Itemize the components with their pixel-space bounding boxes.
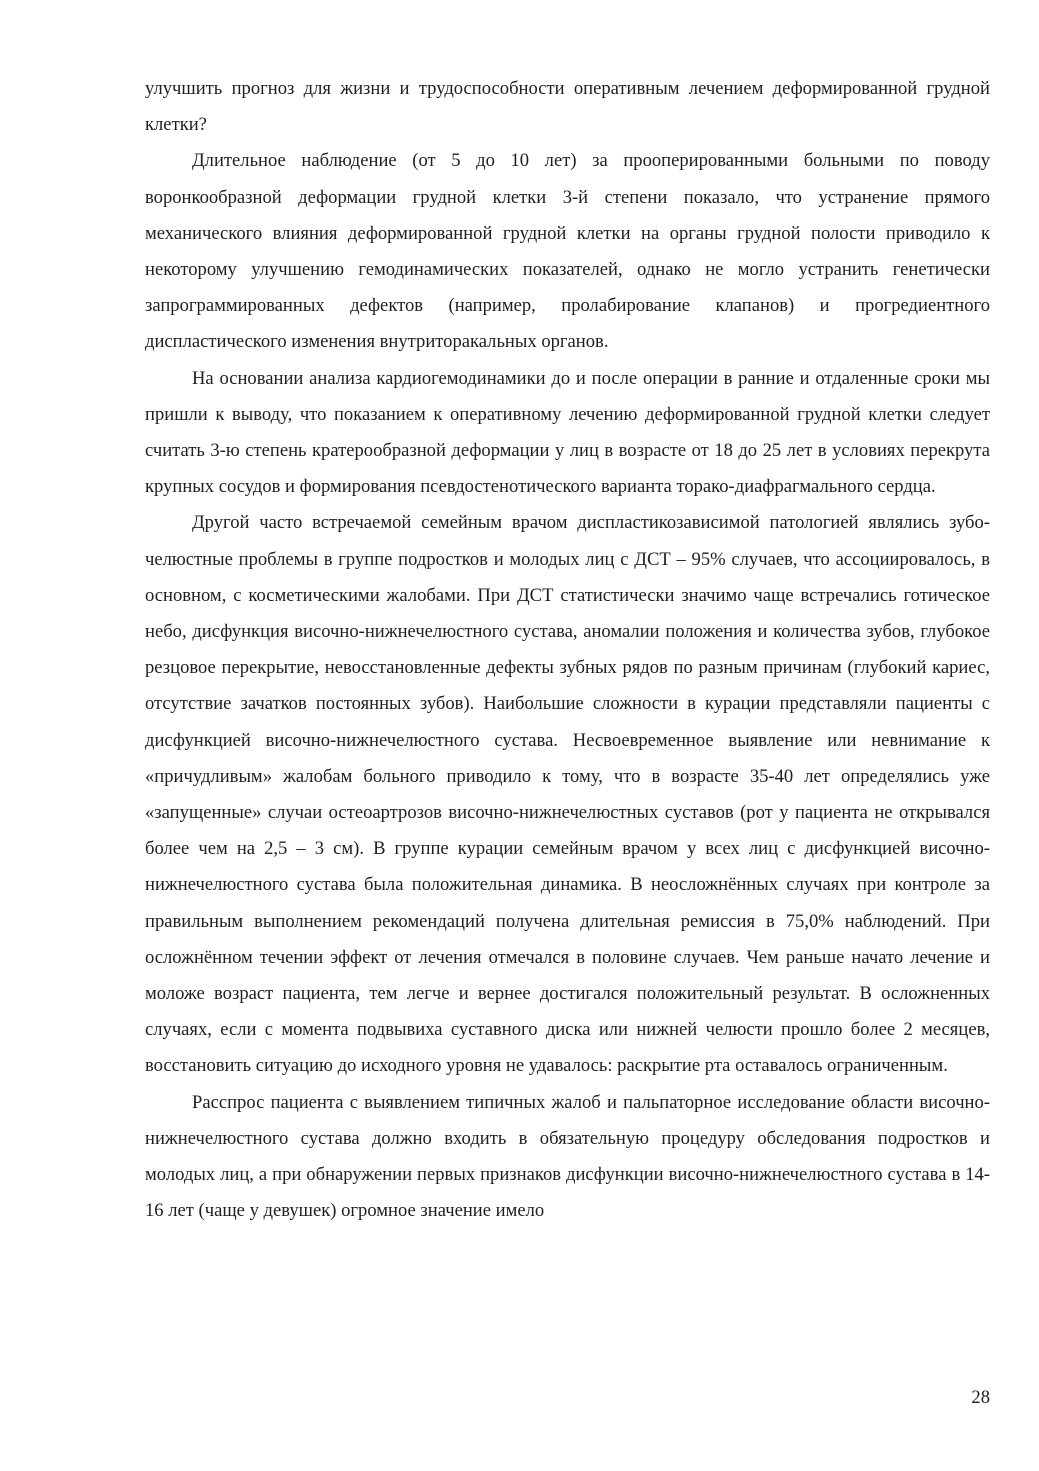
- page-number: 28: [971, 1387, 990, 1408]
- body-text: [145, 71, 990, 1230]
- paragraph-dental-pathology: Другой часто встречаемой семейным врачом диспластикозависимой патологией являлись зубо-челюстные проблемы в группе подростков и молодых лиц с ДСТ – 95% случаев, что ассоциировалось, в основном, с косметическими жалобами. При ДСТ статистически значимо чаще встречались готическое небо, дисфункция височно-нижнечелюстного сустава, аномалии положения и количества зубов, глубокое резцовое перекрытие, невосстановленные дефекты зубных рядов по разным причинам (глубокий кариес, отсутствие зачатков постоянных зубов). Наибольшие сложности в курации представляли пациенты с дисфункцией височно-нижнечелюстного сустава. Несвоевременное выявление или невнимание к «причудливым» жалобам больного приводило к тому, что в возрасте 35-40 лет определялись уже «запущенные» случаи остеоартрозов височно-нижнечелюстных суставов (рот у пациента не открывался более чем на 2,5 – 3 см). В группе курации семейным врачом у всех лиц с дисфункцией височно-нижнечелюстного сустава была положительная динамика. В неосложнённых случаях при контроле за правильным выполнением рекомендаций получена длительная ремиссия в 75,0% наблюдений. При осложнённом течении эффект от лечения отмечался в половине случаев. Чем раньше начато лечение и моложе возраст пациента, тем легче и вернее достигался положительный результат. В осложненных случаях, если с момента подвывиха суставного диска или нижней челюсти прошло более 2 месяцев, восстановить ситуацию до исходного уровня не удавалось: раскрытие рта оставалось ограниченным.: [145, 512, 990, 1077]
- paragraph-surgery-indication: На основании анализа кардиогемодинамики до и после операции в ранние и отдаленные сроки мы пришли к выводу, что показанием к оперативному лечению деформированной грудной клетки следует считать 3-ю степень кратерообразной деформации у лиц в возрасте от 18 до 25 лет в условиях перекрута крупных сосудов и формирования псевдостенотического варианта торако-диафрагмального сердца.: [145, 367, 990, 498]
- paragraph-long-term-observation: Длительное наблюдение (от 5 до 10 лет) за прооперированными больными по поводу воронкообразной деформации грудной клетки 3-й степени показало, что устранение прямого механического влияния деформированной грудной клетки на органы грудной полости приводило к некоторому улучшению гемодинамических показателей, однако не могло устранить генетически запрограммированных дефектов (например, пролабирование клапанов) и прогредиентного диспластического изменения внутриторакальных органов.: [145, 150, 990, 353]
- paragraph-continuation: улучшить прогноз для жизни и трудоспособности оперативным лечением деформированной грудной клетки?: [145, 78, 990, 136]
- paragraph-patient-examination: Расспрос пациента с выявлением типичных жалоб и пальпаторное исследование области височно-нижнечелюстного сустава должно входить в обязательную процедуру обследования подростков и молодых лиц, а при обнаружении первых признаков дисфункции височно-нижнечелюстного сустава в 14-16 лет (чаще у девушек) огромное значение имело: [145, 1091, 990, 1222]
